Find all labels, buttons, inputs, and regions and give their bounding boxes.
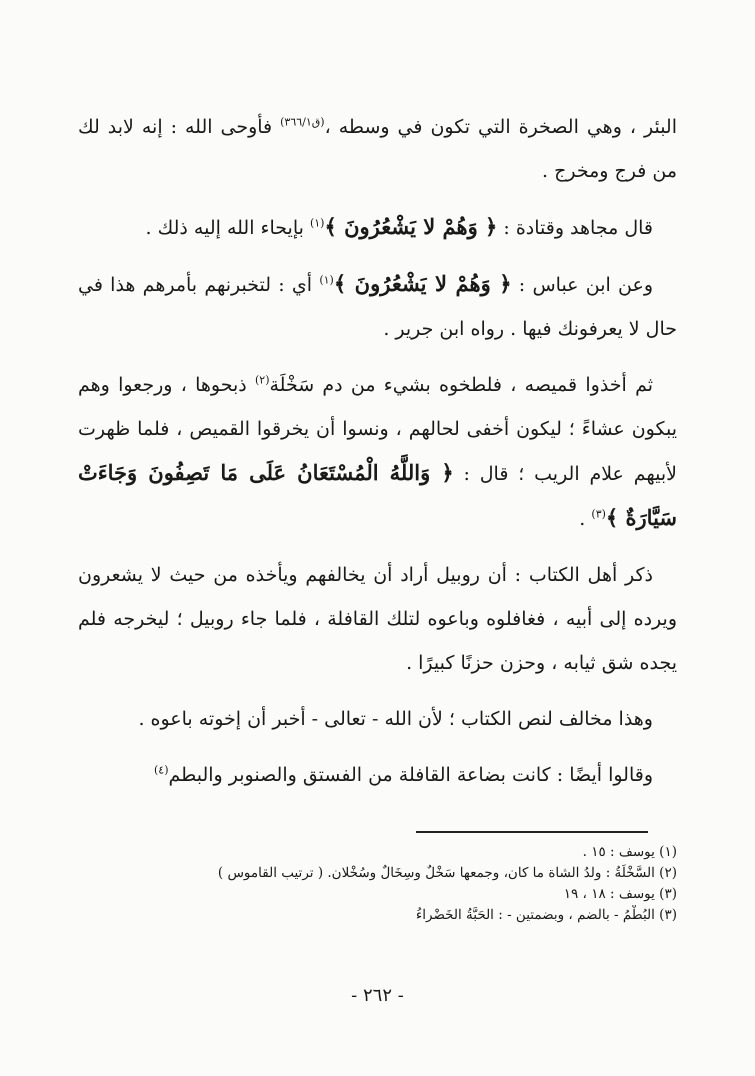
text-run: وهذا مخالف لنص الكتاب ؛ لأن الله - تعالى - أخبر أن إخوته باعوه . — [138, 708, 653, 730]
text-run: ذكر أهل الكتاب : أن روبيل أراد أن يخالفهم ويأخذه من حيث لا يشعرون ويرده إلى أبيه ، فغافلوه وباعوه لتلك القافلة ، فلما جاء روبيل ؛ ليخرجه فلم يجده شق ثيابه ، وحزن حزنًا كبيرًا . — [78, 564, 677, 674]
footnote-3: (٣) يوسف : ١٨ ، ١٩ — [563, 886, 677, 902]
footnote-ref: (١) — [309, 216, 325, 230]
footnote-divider — [416, 831, 648, 833]
paragraph — [78, 205, 677, 250]
text-run: قال مجاهد وقتادة : — [497, 217, 653, 239]
footnotes — [78, 842, 677, 926]
paragraph — [78, 553, 677, 685]
footnote-1: (١) يوسف : ١٥ . — [582, 844, 677, 860]
quran-verse: ﴿ وَاللَّهُ الْمُسْتَعَانُ عَلَى مَا تَصِفُونَ وَجَاءَتْ سَيَّارَةٌ ﴾ — [78, 460, 677, 530]
page-number: - ٢٦٢ - — [351, 985, 404, 1006]
paragraph — [78, 697, 677, 741]
paragraph — [78, 363, 677, 541]
footnote-ref: (٢) — [254, 373, 270, 387]
text-run: وقالوا أيضًا : كانت بضاعة القافلة من الفستق والصنوبر والبطم — [168, 764, 653, 786]
footnote-ref: (١) — [319, 273, 334, 287]
text-run: فأوحى الله : إنه لابد لك من فرج ومخرج . — [78, 116, 677, 182]
main-text — [78, 105, 677, 809]
quran-verse: ﴿ وَهُمْ لا يَشْعُرُونَ ﴾ — [324, 214, 498, 239]
paragraph — [78, 753, 677, 797]
text-run: أي : لتخبرنهم بأمرهم هذا في حال لا يعرفونك فيها . رواه ابن جرير . — [78, 274, 677, 340]
text-run: البئر ، وهي الصخرة التي تكون في وسطه ، — [324, 116, 677, 138]
footnote-ref: (٤) — [153, 763, 169, 777]
paragraph — [78, 262, 677, 351]
quran-verse: ﴿ وَهُمْ لا يَشْعُرُونَ ﴾ — [333, 271, 512, 296]
footnote-4: (٣) البُطْمُ - بالضم ، وبضمتين - : الحَبَّةُ الخَضْراءُ — [415, 907, 677, 923]
text-run: . — [579, 508, 592, 530]
text-run: ذبحوها ، ورجعوا وهم يبكون عشاءً ؛ ليكون أخفى لحالهم ، ونسوا أن يخرقوا القميص ، فلما ظهرت لأبيهم علام الريب ؛ قال : — [78, 374, 677, 485]
text-run: ثم أخذوا قميصه ، فلطخوه بشيء من دم سَخْلَة — [269, 374, 653, 396]
text-run: وعن ابن عباس : — [511, 274, 654, 296]
footnote-2: (٢) السَّخْلَةُ : ولدُ الشاة ما كان، وجمعها سَخْلٌ وسِخَالٌ وسُخْلان. ( ترتيب القاموس ) — [217, 865, 677, 881]
footnote-ref: (ق٣٦٦/١) — [280, 115, 325, 129]
paragraph — [78, 105, 677, 193]
footnote-ref: (٣) — [591, 507, 606, 521]
text-run: بإيحاء الله إليه ذلك . — [145, 217, 310, 239]
